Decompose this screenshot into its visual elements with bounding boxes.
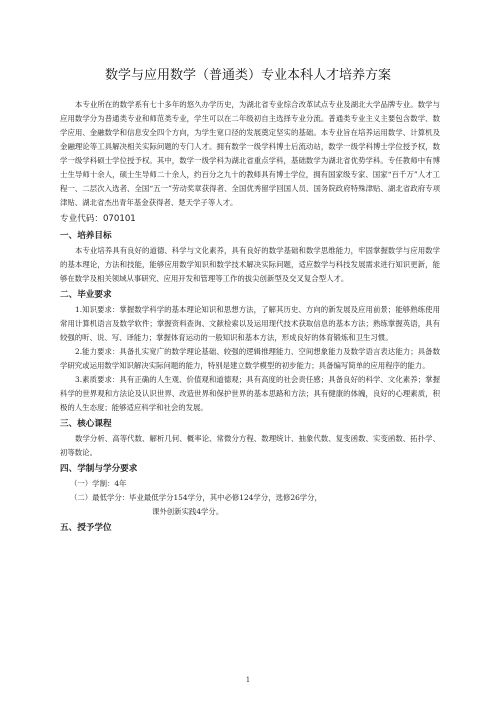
major-code: 专业代码：070101 [60,214,136,224]
section-heading-degree: 五、授予学位 [60,523,112,533]
section-heading-core-courses: 三、核心课程 [60,419,112,429]
requirement-ability: 2.能力要求：具备扎实宽广的数学理论基础、较强的逻辑推理能力、空间想象能力及数学语言表达能力；具备数学研究或运用数学知识解决实际问题的能力，特别是建立数学模型的初步能力；具备编写简单的应用程序的能力。 [60,347,440,370]
duration-line: （一）学制：4年 [70,479,127,488]
document-title: 数学与应用数学（普通类）专业本科人才培养方案 [104,68,391,83]
document-body [60,98,440,536]
section-heading-duration-credits: 四、学制与学分要求 [60,464,138,474]
section-heading-requirements: 二、毕业要求 [60,290,112,300]
intro-paragraph: 本专业所在的数学系有七十多年的悠久办学历史，为湖北省专业综合改革试点专业及湖北大学品牌专业。数学与应用数学分为普通类专业和师范类专业，学生可以在二年级初自主选择专业分流。普通类专业主义主要包含数学、数学应用、金融数学和信息安全四个方向，为学生宽口径的发展奠定坚实的基础。本专业旨在培养运用数学、计算机及金融理论等工具解决相关实际问题的专门人才。拥有数学一级学科博士后流动站，数学一级学科博士学位授予权，数学一级学科硕士学位授予权。其中，数学一级学科为湖北省重点学科，基础数学为湖北省优势学科。专任教师中有博士生导师十余人，硕士生导师二十余人，约百分之九十的教师具有博士学位，拥有国家级专家、国家“百千万”人才工程一、二层次入选者、全国“五一”劳动奖章获得者、全国优秀留学回国人员、国务院政府特殊津贴、湖北省政府专项津贴、湖北省杰出青年基金获得者、楚天学子等人才。 [60,100,440,207]
requirement-knowledge: 1.知识要求：掌握数学科学的基本理论知识和思想方法，了解其历史、方向的新发展及应用前景；能够熟练使用常用计算机语言及数学软件；掌握资料查询、文献检索以及运用现代技术获取信息的基本方法；熟练掌握英语，具有较强的听、说、写、译能力；掌握体育运动的一般知识和基本方法，形成良好的体育锻炼和卫生习惯。 [60,305,440,342]
requirement-quality: 3.素质要求：具有正确的人生观、价值观和道德观；具有高度的社会责任感；具备良好的科学、文化素养；掌握科学的世界观和方法论及认识世界、改造世界和保护世界的基本思路和方法；具有健康的体魄，良好的心理素质，积极的人生态度；能够适应科学和社会的发展。 [60,375,440,412]
section-heading-goals: 一、培养目标 [60,231,112,241]
credits-line: （二）最低学分：毕业最低学分154学分，其中必修124学分，选修26学分， [70,493,322,502]
goals-paragraph: 本专业培养具有良好的道德、科学与文化素养，具有良好的数学基础和数学思维能力，牢固掌握数学与应用数学的基本理论，方法和技能，能够应用数学知识和数学技术解决实际问题，适应数学与科技发展需求进行知识更新，能够在数学及相关领域从事研究、应用开发和管理等工作的拔尖创新型及交叉复合型人才。 [60,246,440,283]
page-number: 1 [245,676,251,684]
core-courses-paragraph: 数学分析、高等代数、解析几何、概率论、常微分方程、数理统计、抽象代数、复变函数、实变函数、拓扑学、初等数论。 [60,434,440,457]
credits-line-continued: 课外创新实践4学分。 [152,507,224,516]
